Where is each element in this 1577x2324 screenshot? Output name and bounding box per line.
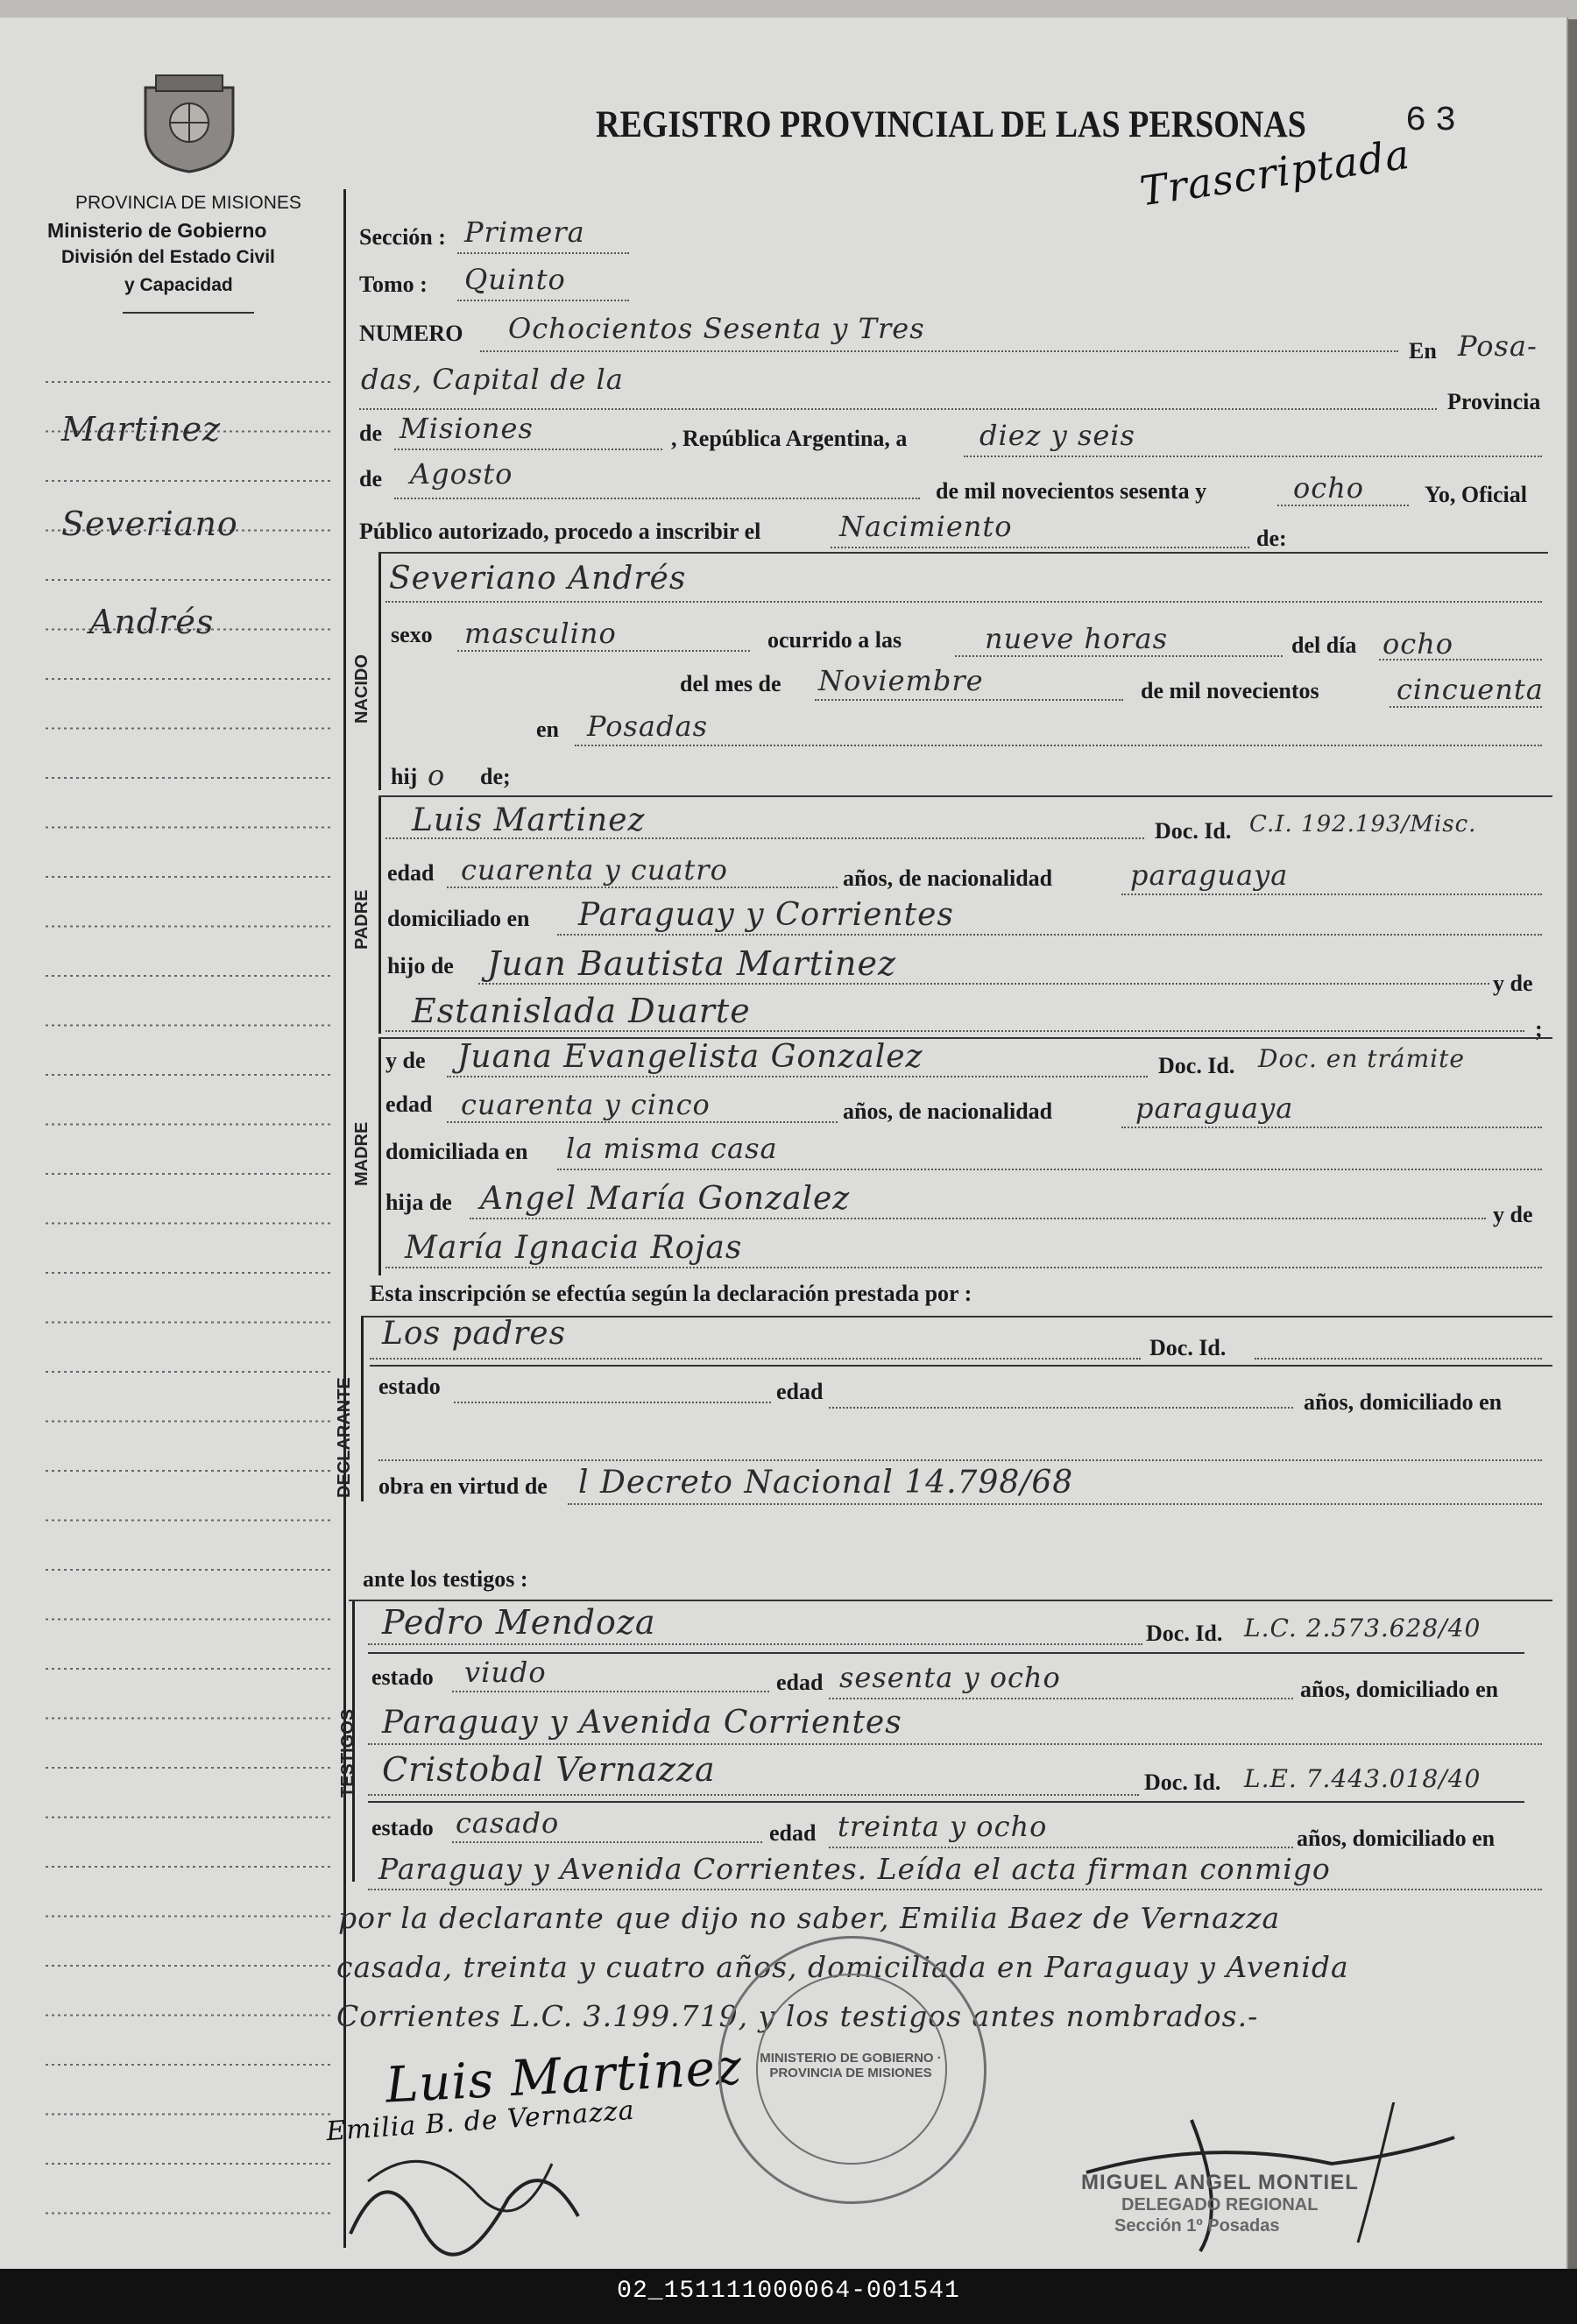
mes-label: del mes de [680,671,781,696]
testigo1-estado-value: viudo [464,1656,547,1689]
seccion-value: Primera [464,215,585,249]
province-emblem-icon [138,70,240,175]
madre-dom-label: domiciliada en [385,1139,528,1164]
testigo1-estado-label: estado [371,1664,434,1690]
hijo-suffix: o [428,759,446,792]
provincia-label: Provincia [1447,389,1541,414]
padre-nombre: Luis Martinez [412,802,646,838]
official-stamp-line-3: Sección 1º Posadas [1114,2216,1280,2236]
padre-semicolon: ; [1535,1016,1543,1042]
closing-line-3: Corrientes L.C. 3.199.719, y los testigos antes nombrados.- [336,1999,1259,2033]
en-label: En [1409,338,1437,364]
closing-line-1: por la declarante que dijo no saber, Emilia Baez de Vernazza [338,1901,1281,1935]
padre-hijo-label: hijo de [387,953,454,978]
declarante-intro: Esta inscripción se efectúa según la declaración prestada por : [370,1281,972,1306]
madre-yde2-label: y de [1493,1202,1533,1227]
padre-padre-value: Juan Bautista Martinez [487,944,897,983]
office-line-4: y Capacidad [124,275,233,295]
top-edge [0,0,1577,19]
testigo1-doc-value: L.C. 2.573.628/40 [1244,1614,1482,1642]
anio-value: cincuenta [1397,673,1544,706]
testigo2-nombre: Cristobal Vernazza [382,1750,716,1789]
padre-dom-label: domiciliado en [387,906,530,931]
madre-nac-value: paraguaya [1135,1091,1294,1125]
de3-label: de: [1256,526,1287,551]
official-seal [718,1936,987,2204]
testigo1-dom-value: Paraguay y Avenida Corrientes [382,1705,902,1741]
margin-first-name: Severiano [61,505,238,543]
hijo-label: hij [391,764,418,789]
padre-nac-label: años, de nacionalidad [843,865,1053,891]
testigo1-doc-label: Doc. Id. [1146,1621,1223,1646]
madre-dom-value: la misma casa [566,1132,778,1165]
madre-doc-label: Doc. Id. [1158,1053,1235,1078]
register-sheet [0,18,1568,2269]
office-line-3: División del Estado Civil [61,247,275,267]
testigo2-doc-label: Doc. Id. [1144,1769,1221,1795]
sexo-label: sexo [391,622,433,647]
obra-value: l Decreto Nacional 14.798/68 [578,1465,1074,1501]
margin-surname: Martinez [61,410,222,449]
dia-label: del día [1291,632,1357,658]
madre-nac-label: años, de nacionalidad [843,1098,1053,1124]
madre-nombre: Juana Evangelista Gonzalez [457,1039,923,1075]
lugar-value: Posadas [587,710,708,743]
republica-label: , República Argentina, a [671,426,908,451]
scan-caption: 02_151111000064-001541 [617,2278,960,2305]
de-label: de [359,420,382,446]
padre-yde-label: y de [1493,971,1533,996]
mes-value: Noviembre [818,664,984,697]
page-number: 63 [1405,102,1466,141]
office-line-2: Ministerio de Gobierno [47,219,267,242]
corner-annotation: Trascriptada [1136,130,1413,215]
office-line-1: PROVINCIA DE MISIONES [75,193,301,213]
mil-nac-label: de mil novecientos [1141,678,1319,703]
tomo-value: Quinto [464,263,566,296]
testigo2-estado-label: estado [371,1815,434,1840]
margin-ruled-lines [42,359,333,2243]
madre-yde-label: y de [385,1048,426,1073]
dia-value: ocho [1383,627,1454,660]
testigo2-doc-value: L.E. 7.443.018/40 [1244,1764,1482,1793]
testigo1-edad-label: edad [776,1670,824,1695]
madre-doc-value: Doc. en trámite [1258,1044,1465,1073]
testigo1-dom-label: años, domiciliado en [1300,1677,1499,1702]
section-nacido: NACIDO [352,654,371,724]
acto-value: Nacimiento [839,510,1013,543]
official-stamp-line-2: DELEGADO REGIONAL [1121,2195,1319,2215]
testigo2-edad-value: treinta y ocho [838,1810,1048,1843]
sexo-value: masculino [464,617,617,650]
obra-label: obra en virtud de [378,1473,548,1499]
madre-padre-value: Angel María Gonzalez [480,1181,851,1217]
madre-edad-value: cuarenta y cinco [461,1088,711,1121]
tomo-label: Tomo : [359,272,428,297]
padre-edad-value: cuarenta y cuatro [461,853,728,887]
en-nac-label: en [536,717,559,742]
ocurrido-label: ocurrido a las [767,627,902,653]
provincia-value: Misiones [400,412,534,445]
madre-madre-value: María Ignacia Rojas [405,1230,743,1266]
mes-registro: Agosto [410,457,513,491]
padre-edad-label: edad [387,860,435,886]
testigo2-estado-value: casado [456,1806,560,1840]
closing-line-2: casada, treinta y cuatro años, domiciliada en Paraguay y Avenida [336,1950,1349,1984]
seccion-label: Sección : [359,224,446,250]
anio-registro: ocho [1293,471,1365,505]
hora-value: nueve horas [985,622,1169,655]
padre-doc-value: C.I. 192.193/Misc. [1249,811,1477,837]
declarante-dom-label: años, domiciliado en [1304,1389,1503,1415]
declarante-estado-label: estado [378,1374,441,1399]
en-value-b: das, Capital de la [361,363,624,396]
margin-second-name: Andrés [89,603,215,641]
section-padre: PADRE [352,889,371,950]
page-title: REGISTRO PROVINCIAL DE LAS PERSONAS [596,102,1306,146]
signature-1: Luis Martinez [384,2038,744,2115]
dia-registro: diez y seis [979,419,1135,452]
de2-label: de [359,466,382,491]
padre-doc-label: Doc. Id. [1155,818,1232,844]
section-madre: MADRE [352,1121,371,1186]
padre-nac-value: paraguaya [1130,858,1289,892]
official-stamp-line-1: MIGUEL ANGEL MONTIEL [1081,2171,1359,2194]
hijo-de-label: de; [480,764,511,789]
en-value-a: Posa- [1458,329,1538,363]
section-testigos: TESTIGOS [338,1708,357,1798]
section-declarante: DECLARANTE [335,1377,354,1498]
nacido-nombre: Severiano Andrés [389,561,687,597]
testigos-intro: ante los testigos : [363,1566,528,1592]
numero-value: Ochocientos Sesenta y Tres [508,312,925,345]
testigo2-dom-label: años, domiciliado en [1297,1826,1496,1851]
declarante-edad-label: edad [776,1379,824,1404]
numero-label: NUMERO [359,321,463,346]
oficial-label: Yo, Oficial [1425,482,1527,507]
testigo1-nombre: Pedro Mendoza [382,1603,656,1642]
madre-edad-label: edad [385,1091,433,1117]
declarante-doc-label: Doc. Id. [1149,1335,1227,1360]
padre-dom-value: Paraguay y Corrientes [578,897,954,933]
madre-hija-label: hija de [385,1190,452,1215]
padre-madre-value: Estanislada Duarte [412,992,751,1030]
testigo2-edad-label: edad [769,1820,817,1846]
publico-label: Público autorizado, procedo a inscribir el [359,519,761,544]
testigo1-edad-value: sesenta y ocho [839,1661,1061,1694]
seal-text: MINISTERIO DE GOBIERNO · PROVINCIA DE MISIONES [760,2051,942,2080]
signature-2: Emilia B. de Vernazza [325,2094,636,2148]
testigo2-dom-value: Paraguay y Avenida Corrientes. Leída el acta firman conmigo [378,1852,1331,1886]
declarante-nombre: Los padres [382,1316,567,1352]
mil-label: de mil novecientos sesenta y [936,478,1207,504]
